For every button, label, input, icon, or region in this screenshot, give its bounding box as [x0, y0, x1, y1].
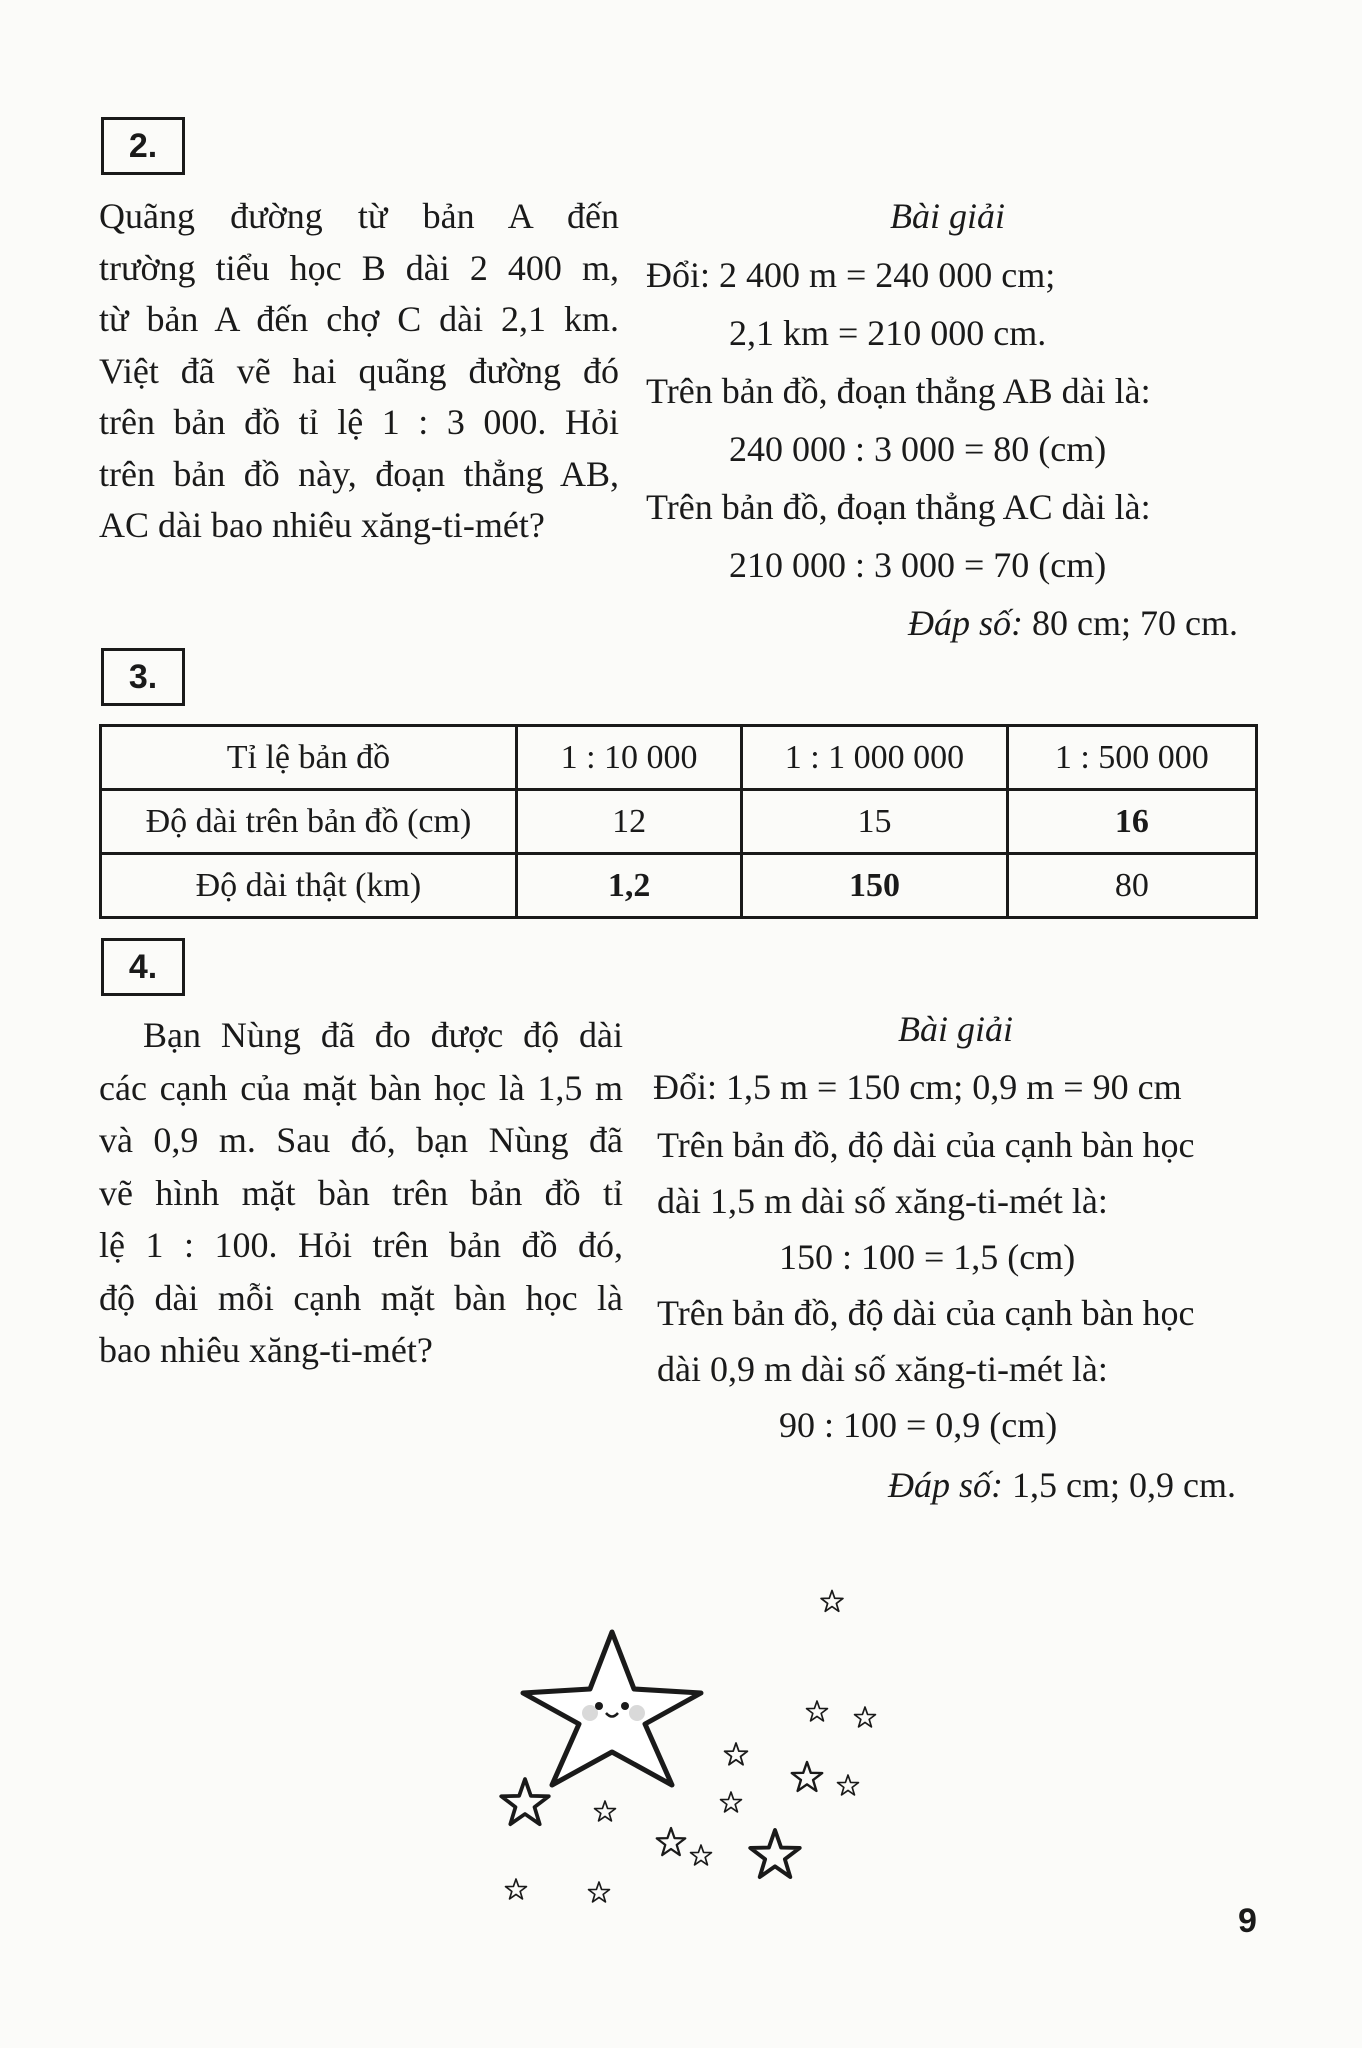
table-row [101, 790, 1257, 854]
exercise-2-problem [99, 191, 619, 552]
solution-line: 2,1 km = 210 000 cm. [729, 313, 1047, 353]
table-cell: 1 : 10 000 [516, 726, 741, 790]
solution-line: Đổi: 1,5 m = 150 cm; 0,9 m = 90 cm [653, 1067, 1182, 1107]
problem-line: Quãng đường từ bản A đến [99, 196, 619, 236]
solution-line: Trên bản đồ, độ dài của cạnh bàn học [657, 1293, 1195, 1333]
table-header-cell: Độ dài thật (km) [101, 854, 517, 918]
answer-value: 1,5 cm; 0,9 cm. [1012, 1465, 1236, 1505]
solution-line: Đổi: 2 400 m = 240 000 cm; [646, 255, 1056, 295]
exercise-2-number: 2. [101, 117, 185, 175]
answer-label: Đáp số: [888, 1465, 1003, 1505]
solution-line: Trên bản đồ, đoạn thẳng AB dài là: [646, 371, 1151, 411]
table-cell-answer: 1,2 [516, 854, 741, 918]
answer-label: Đáp số: [908, 603, 1023, 643]
problem-line: từ bản A đến chợ C dài 2,1 km. [99, 299, 619, 339]
problem-line: trên bản đồ này, đoạn thẳng AB, [99, 453, 619, 494]
problem-line: trên bản đồ tỉ lệ 1 : 3 000. Hỏi [99, 402, 619, 442]
table-cell: 15 [742, 790, 1007, 854]
exercise-2-answer [908, 598, 1238, 650]
problem-line: vẽ hình mặt bàn trên bản đồ tỉ [99, 1172, 623, 1213]
solution-line: 90 : 100 = 0,9 (cm) [779, 1405, 1058, 1445]
problem-line: các cạnh của mặt bàn học là 1,5 m [99, 1067, 623, 1108]
table-header-cell: Độ dài trên bản đồ (cm) [101, 790, 517, 854]
problem-line: bao nhiêu xăng-ti-mét? [99, 1330, 433, 1370]
table-cell-answer: 16 [1007, 790, 1256, 854]
page-number: 9 [1238, 1902, 1257, 1940]
table-cell: 1 : 1 000 000 [742, 726, 1007, 790]
problem-line: và 0,9 m. Sau đó, bạn Nùng đã [99, 1120, 623, 1160]
solution-line: 210 000 : 3 000 = 70 (cm) [729, 545, 1107, 585]
exercise-3-number: 3. [101, 648, 185, 706]
problem-line: trường tiểu học B dài 2 400 m, [99, 247, 619, 288]
solution-line: Trên bản đồ, đoạn thẳng AC dài là: [646, 487, 1151, 527]
problem-line: độ dài mỗi cạnh mặt bàn học là [99, 1277, 623, 1318]
exercise-2-solution-title: Bài giải [890, 196, 1005, 236]
exercise-4-number: 4. [101, 938, 185, 996]
problem-line: Việt đã vẽ hai quãng đường đó [99, 350, 619, 391]
table-row [101, 726, 1257, 790]
table-row [101, 854, 1257, 918]
smiling-star-icon [523, 1632, 701, 1785]
solution-line: 150 : 100 = 1,5 (cm) [779, 1237, 1076, 1277]
problem-line: Bạn Nùng đã đo được độ dài [143, 1015, 623, 1055]
table-header-cell: Tỉ lệ bản đồ [101, 726, 517, 790]
solution-line: Trên bản đồ, độ dài của cạnh bàn học [657, 1125, 1195, 1165]
table-cell: 1 : 500 000 [1007, 726, 1256, 790]
table-cell: 80 [1007, 854, 1256, 918]
decorative-stars-illustration [380, 1560, 900, 1920]
problem-line: AC dài bao nhiêu xăng-ti-mét? [99, 505, 545, 545]
solution-line: dài 0,9 m dài số xăng-ti-mét là: [657, 1349, 1108, 1389]
answer-value: 80 cm; 70 cm. [1032, 603, 1238, 643]
problem-line: lệ 1 : 100. Hỏi trên bản đồ đó, [99, 1225, 623, 1265]
map-scale-table [99, 724, 1258, 919]
exercise-4-problem [99, 1009, 623, 1377]
exercise-4-solution-title: Bài giải [898, 1009, 1013, 1049]
table-cell: 12 [516, 790, 741, 854]
exercise-4-answer [888, 1460, 1236, 1512]
star-icon [501, 1591, 900, 1902]
table-cell-answer: 150 [742, 854, 1007, 918]
solution-line: 240 000 : 3 000 = 80 (cm) [729, 429, 1107, 469]
solution-line: dài 1,5 m dài số xăng-ti-mét là: [657, 1181, 1108, 1221]
